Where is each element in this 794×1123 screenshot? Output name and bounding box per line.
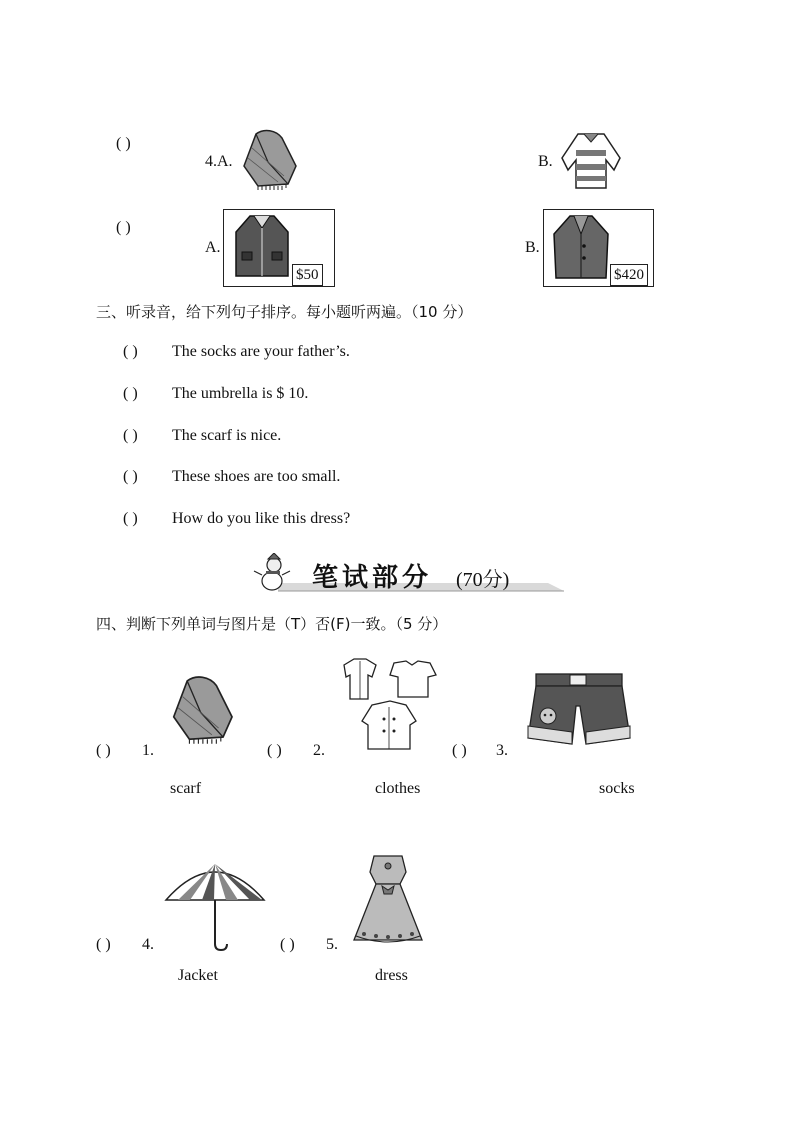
section4-word-2: clothes bbox=[375, 780, 421, 797]
coat-icon bbox=[550, 212, 612, 282]
section3-sentence-5: How do you like this dress? bbox=[172, 510, 351, 527]
section4-paren-5[interactable]: ( ) bbox=[280, 936, 295, 953]
banner-title: 笔试部分 bbox=[312, 563, 433, 593]
banner-score: (70分) bbox=[456, 569, 510, 591]
section4-num-4: 4. bbox=[142, 936, 154, 953]
section4-num-1: 1. bbox=[142, 742, 154, 759]
jacket-icon bbox=[232, 212, 292, 282]
section4-paren-3[interactable]: ( ) bbox=[452, 742, 467, 759]
price-tag-a: $50 bbox=[292, 264, 323, 286]
clothes-icon bbox=[336, 655, 442, 751]
section3-paren-4[interactable]: ( ) bbox=[123, 468, 138, 485]
section4-word-4: Jacket bbox=[178, 967, 218, 984]
dress-icon bbox=[352, 852, 424, 948]
section4-title: 四、判断下列单词与图片是（T）否(F)一致。（5 分） bbox=[96, 615, 448, 633]
section3-sentence-2: The umbrella is $ 10. bbox=[172, 385, 309, 402]
option-label-4a: 4.A. bbox=[205, 153, 233, 170]
answer-paren-4b[interactable]: ( ) bbox=[116, 219, 131, 236]
section4-num-2: 2. bbox=[313, 742, 325, 759]
option-label-jacket-a: A. bbox=[205, 239, 221, 256]
section3-sentence-4: These shoes are too small. bbox=[172, 468, 341, 485]
scarf-icon bbox=[238, 126, 304, 192]
section4-word-1: scarf bbox=[170, 780, 202, 797]
section4-paren-4[interactable]: ( ) bbox=[96, 936, 111, 953]
written-part-banner bbox=[248, 553, 564, 593]
section3-title: 三、听录音，给下列句子排序。每小题听两遍。（10 分） bbox=[96, 303, 473, 321]
section3-paren-1[interactable]: ( ) bbox=[123, 343, 138, 360]
section4-num-3: 3. bbox=[496, 742, 508, 759]
price-tag-b: $420 bbox=[610, 264, 648, 286]
option-label-coat-b: B. bbox=[525, 239, 540, 256]
section4-scarf-icon bbox=[164, 672, 244, 746]
section3-sentence-1: The socks are your father’s. bbox=[172, 343, 350, 360]
shorts-icon bbox=[526, 670, 632, 750]
section3-paren-3[interactable]: ( ) bbox=[123, 427, 138, 444]
snowman-icon bbox=[252, 553, 292, 593]
umbrella-icon bbox=[164, 858, 266, 952]
section4-num-5: 5. bbox=[326, 936, 338, 953]
section4-paren-1[interactable]: ( ) bbox=[96, 742, 111, 759]
sweater-icon bbox=[556, 128, 626, 192]
section3-paren-5[interactable]: ( ) bbox=[123, 510, 138, 527]
section4-word-3: socks bbox=[599, 780, 635, 797]
section4-word-5: dress bbox=[375, 967, 408, 984]
answer-paren-4a[interactable]: ( ) bbox=[116, 135, 131, 152]
section4-paren-2[interactable]: ( ) bbox=[267, 742, 282, 759]
section3-paren-2[interactable]: ( ) bbox=[123, 385, 138, 402]
section3-sentence-3: The scarf is nice. bbox=[172, 427, 282, 444]
option-label-4b: B. bbox=[538, 153, 553, 170]
